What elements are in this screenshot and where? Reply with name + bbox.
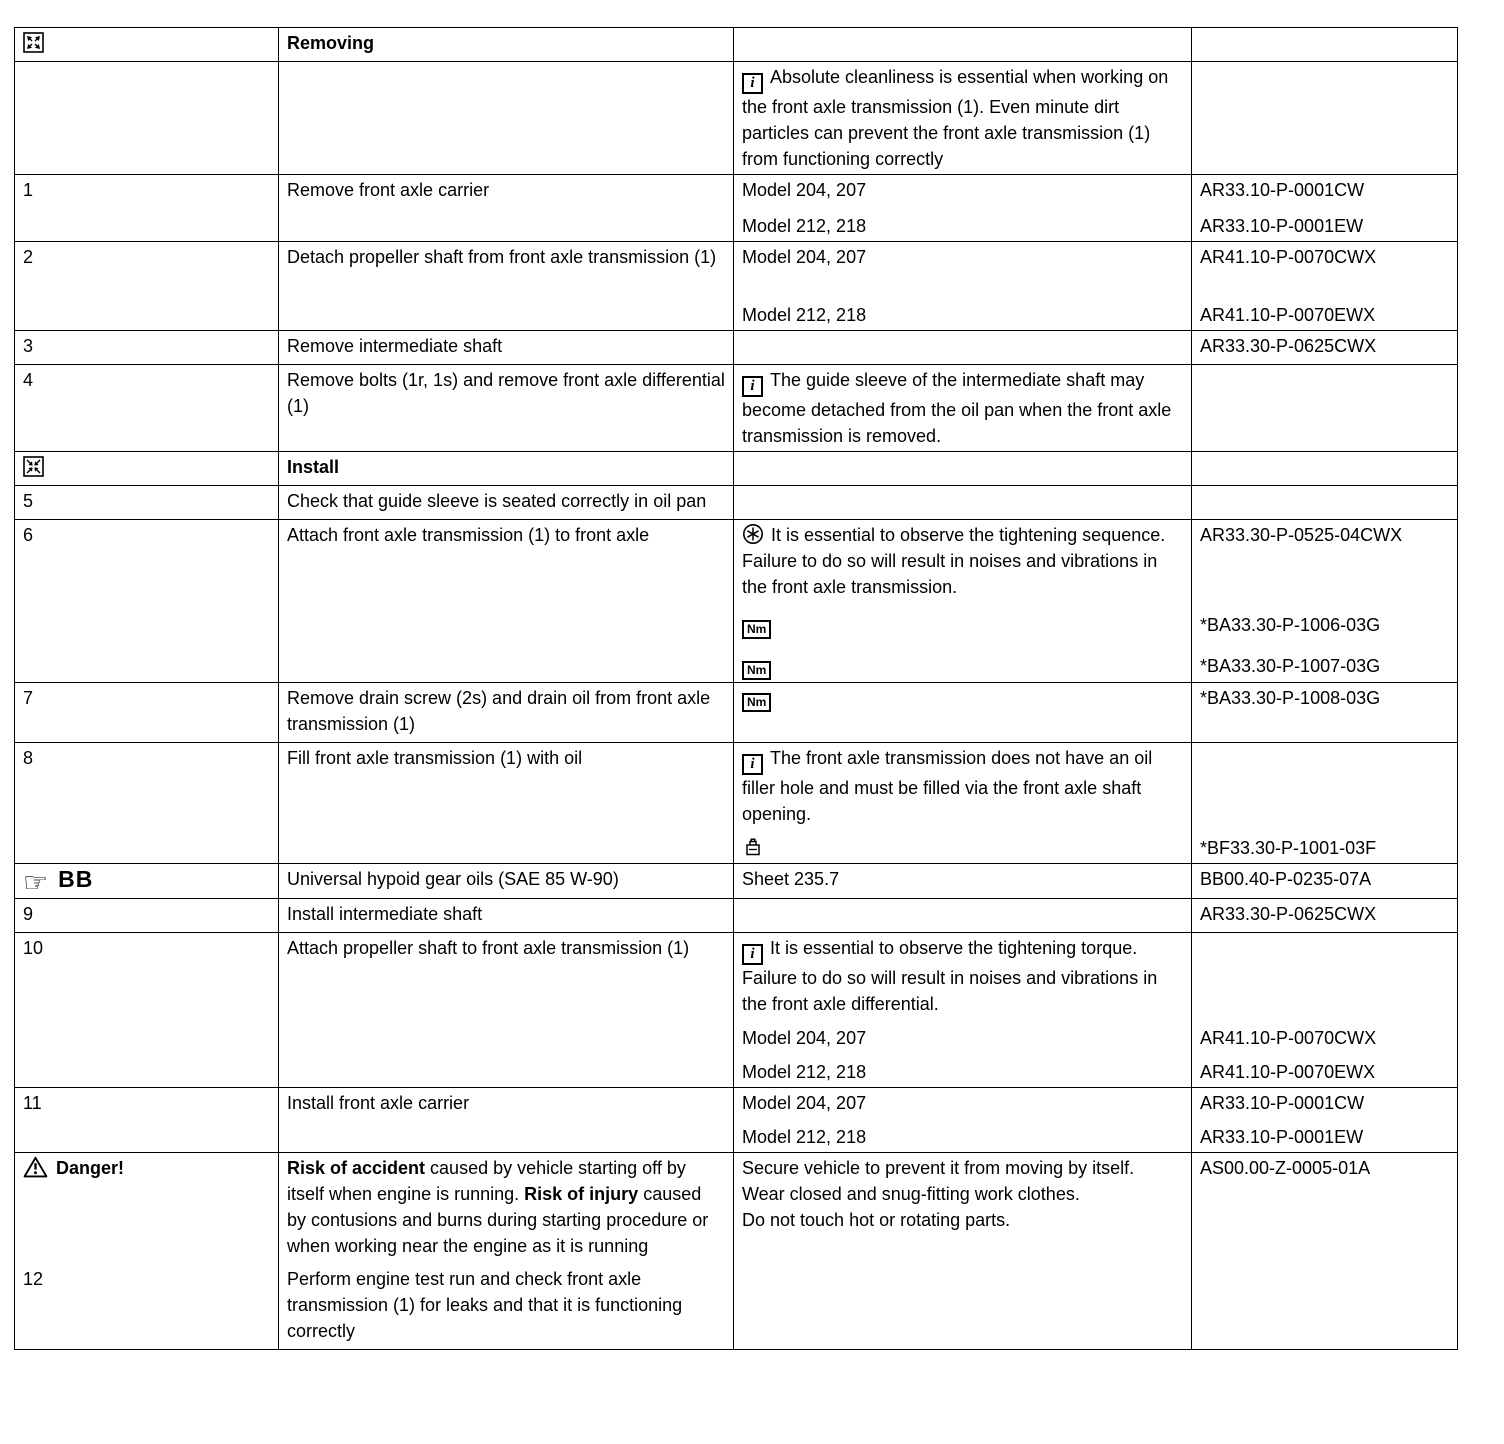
- note-ref-line: [734, 62, 1457, 174]
- cell-text: Remove drain screw (2s) and drain oil from front axle transmission (1): [287, 688, 711, 734]
- text-block: [742, 1059, 1181, 1085]
- notes-and-references: [734, 520, 1457, 682]
- step-cell: [15, 28, 279, 61]
- note-cell: [734, 62, 1191, 174]
- text-block: [287, 935, 725, 961]
- note-cell: [734, 331, 1191, 364]
- step-cell: [15, 743, 279, 863]
- text-block: [23, 488, 270, 514]
- step-cell: [15, 1153, 279, 1264]
- note-ref-line: [734, 743, 1457, 829]
- note-ref-line: [734, 205, 1457, 241]
- cell-text: Install intermediate shaft: [287, 904, 483, 924]
- cell-text: Model 212, 218: [742, 216, 867, 236]
- step-cell: [15, 899, 279, 932]
- cell-text: 8: [23, 748, 34, 768]
- operation-cell: [279, 520, 734, 682]
- cell-text: *BA33.30-P-1006-03G: [1200, 615, 1381, 635]
- step-cell: [15, 452, 279, 485]
- step-cell: [15, 864, 279, 898]
- cell-text: 9: [23, 904, 34, 924]
- document-number-cell: [1191, 62, 1457, 174]
- note-cell: [734, 1088, 1191, 1118]
- note-cell: [734, 520, 1191, 602]
- notes-and-references: [734, 62, 1457, 174]
- document-number-cell: [1191, 899, 1457, 932]
- cell-text: Model 204, 207: [742, 1093, 867, 1113]
- text-block: [1200, 901, 1449, 927]
- text-block: [1200, 333, 1449, 359]
- note-cell: [734, 205, 1191, 241]
- cell-text: The front axle transmission does not have an oil filler hole and must be filled via the front axle shaft opening.: [742, 748, 1153, 824]
- notes-and-references: [734, 1088, 1457, 1152]
- cell-text: Check that guide sleeve is seated correctly in oil pan: [287, 491, 707, 511]
- text-block: [1200, 835, 1449, 861]
- text-block: [23, 866, 270, 899]
- cell-text: Secure vehicle to prevent it from moving by itself.: [742, 1158, 1135, 1178]
- cell-text: Model 204, 207: [742, 180, 867, 200]
- info-icon: i: [742, 944, 763, 965]
- text-block: [742, 302, 1181, 328]
- operation-cell: [279, 1153, 734, 1264]
- text-block: [23, 745, 270, 771]
- text-block: [287, 454, 725, 480]
- note-cell: [734, 1153, 1191, 1264]
- operation-cell: [279, 242, 734, 330]
- step-5: [15, 486, 1457, 520]
- body-text: caused by contusions and burns during starting procedure or when working near the engine as it is running: [287, 1184, 709, 1256]
- text-block: [287, 488, 725, 514]
- note-ref-line: [734, 933, 1457, 1019]
- text-block: [1200, 302, 1449, 328]
- text-block: [742, 745, 1181, 827]
- step-6: [15, 520, 1457, 683]
- cell-text: AR41.10-P-0070EWX: [1200, 305, 1376, 325]
- text-block: [1200, 177, 1449, 203]
- cell-text: AR33.30-P-0525-04CWX: [1200, 525, 1403, 545]
- info-icon: i: [742, 754, 763, 775]
- cell-text: Fill front axle transmission (1) with oil: [287, 748, 583, 768]
- text-block: [287, 745, 725, 771]
- note-ref-line: [734, 272, 1457, 330]
- section-install: [15, 452, 1457, 486]
- icon-block: [742, 835, 1181, 861]
- text-block: [1200, 612, 1449, 638]
- note-ref-line: [734, 864, 1457, 898]
- note-ref-line: [734, 242, 1457, 272]
- document-number-cell: [1191, 452, 1457, 485]
- operation-cell: [279, 683, 734, 742]
- note-ref-line: [734, 1118, 1457, 1152]
- notes-and-references: [734, 365, 1457, 451]
- note-ref-line: [734, 641, 1457, 682]
- emphasis-text: Risk of accident: [287, 1158, 431, 1178]
- pointing-hand-icon: ☞: [23, 866, 49, 899]
- text-block: [1200, 522, 1449, 548]
- cell-text: 1: [23, 180, 34, 200]
- nm-icon: Nm: [742, 693, 771, 712]
- cell-text: 6: [23, 525, 34, 545]
- note-cell: [734, 175, 1191, 205]
- step-cell: [15, 331, 279, 364]
- cell-text: AR33.30-P-0625CWX: [1200, 336, 1377, 356]
- text-block: [287, 367, 725, 419]
- text-block: [287, 1266, 725, 1344]
- notes-and-references: [734, 899, 1457, 932]
- cell-text: Model 204, 207: [742, 247, 867, 267]
- cell-text: AR41.10-P-0070CWX: [1200, 247, 1377, 267]
- row-danger: [15, 1153, 1457, 1264]
- oil-can-icon: [742, 837, 764, 858]
- document-number-cell: [1191, 1019, 1457, 1053]
- note-ref-line: [734, 175, 1457, 205]
- cell-text: Absolute cleanliness is essential when working on the front axle transmission (1). Even minute dirt particles can prevent the front axle transmission (1) from functioning correctly: [742, 67, 1169, 169]
- cell-text: Do not touch hot or rotating parts.: [742, 1210, 1011, 1230]
- text-block: [1200, 866, 1449, 892]
- operation-cell: [279, 365, 734, 451]
- note-cell: [734, 365, 1191, 451]
- cell-text: Sheet 235.7: [742, 869, 840, 889]
- note-ref-line: [734, 1264, 1457, 1349]
- notes-and-references: [734, 242, 1457, 330]
- install-icon: [23, 456, 44, 477]
- note-cell: [734, 641, 1191, 682]
- step-cell: [15, 175, 279, 241]
- text-block: [287, 30, 725, 56]
- note-ref-line: [734, 365, 1457, 451]
- info-icon: i: [742, 73, 763, 94]
- document-number-cell: [1191, 365, 1457, 451]
- note-ref-line: [734, 1019, 1457, 1053]
- text-block: [23, 935, 270, 961]
- step-cell: [15, 683, 279, 742]
- document-number-cell: [1191, 331, 1457, 364]
- cell-text: AR41.10-P-0070EWX: [1200, 1062, 1376, 1082]
- cell-text: AR33.10-P-0001CW: [1200, 180, 1365, 200]
- cell-text: Model 204, 207: [742, 1028, 867, 1048]
- document-number-cell: [1191, 1118, 1457, 1152]
- cell-text: 2: [23, 247, 34, 267]
- note-ref-line: [734, 683, 1457, 742]
- cell-text: Perform engine test run and check front axle transmission (1) for leaks and that it is functioning correctly: [287, 1269, 683, 1341]
- document-number-cell: [1191, 829, 1457, 863]
- step-11: [15, 1088, 1457, 1153]
- note-ref-line: [734, 1153, 1457, 1264]
- step-8: [15, 743, 1457, 864]
- cell-text: Attach front axle transmission (1) to front axle: [287, 525, 650, 545]
- cell-text: 11: [23, 1093, 42, 1113]
- note-cell: [734, 1053, 1191, 1087]
- document-number-cell: [1191, 1153, 1457, 1264]
- cell-text: Removing: [287, 33, 375, 53]
- cell-text: AR33.30-P-0625CWX: [1200, 904, 1377, 924]
- body-text: caused by vehicle starting off by itself when engine is running.: [287, 1158, 686, 1204]
- row-bb-oils: [15, 864, 1457, 899]
- operation-cell: [279, 743, 734, 863]
- text-block: [23, 367, 270, 393]
- cell-text: Install front axle carrier: [287, 1093, 470, 1113]
- icon-block: [23, 30, 270, 56]
- text-block: [287, 1090, 725, 1116]
- operation-cell: [279, 452, 734, 485]
- operation-cell: [279, 899, 734, 932]
- cell-text: AR41.10-P-0070CWX: [1200, 1028, 1377, 1048]
- text-block: [742, 244, 1181, 270]
- note-cleanliness: [15, 62, 1457, 175]
- document-number-cell: [1191, 1088, 1457, 1118]
- document-number-cell: [1191, 683, 1457, 742]
- note-cell: [734, 486, 1191, 519]
- cell-text: *BF33.30-P-1001-03F: [1200, 838, 1377, 858]
- notes-and-references: [734, 1264, 1457, 1349]
- document-number-cell: [1191, 1264, 1457, 1349]
- step-cell: [15, 365, 279, 451]
- text-block: [23, 177, 270, 203]
- cell-text: Attach propeller shaft to front axle transmission (1): [287, 938, 690, 958]
- step-2: [15, 242, 1457, 331]
- document-number-cell: [1191, 175, 1457, 205]
- operation-cell: [279, 933, 734, 1087]
- step-7: [15, 683, 1457, 743]
- text-block: [23, 244, 270, 270]
- note-cell: [734, 864, 1191, 898]
- icon-block: [742, 653, 1181, 680]
- document-number-cell: [1191, 602, 1457, 641]
- cell-text: Model 212, 218: [742, 305, 867, 325]
- cell-text: It is essential to observe the tightening sequence. Failure to do so will result in noises and vibrations in the front axle transmission.: [742, 525, 1166, 597]
- nm-icon: Nm: [742, 661, 771, 680]
- notes-and-references: [734, 933, 1457, 1087]
- document-number-cell: [1191, 486, 1457, 519]
- cell-text: 10: [23, 938, 44, 958]
- step-9: [15, 899, 1457, 933]
- text-block: [287, 244, 725, 270]
- icon-block: [742, 612, 1181, 639]
- note-ref-line: [734, 28, 1457, 61]
- document-number-cell: [1191, 205, 1457, 241]
- document-number-cell: [1191, 864, 1457, 898]
- text-block: [742, 935, 1181, 1017]
- cell-text: AR33.10-P-0001EW: [1200, 1127, 1364, 1147]
- step-12: [15, 1264, 1457, 1349]
- notes-and-references: [734, 743, 1457, 863]
- cell-text: 7: [23, 688, 34, 708]
- text-block: [1200, 1124, 1449, 1150]
- cell-text: It is essential to observe the tightening torque. Failure to do so will result in noises and vibrations in the front axle differential.: [742, 938, 1158, 1014]
- text-block: [742, 177, 1181, 203]
- text-block: [23, 901, 270, 927]
- danger-icon: [23, 1156, 48, 1178]
- text-block: [1200, 244, 1449, 270]
- note-ref-line: [734, 602, 1457, 641]
- note-ref-line: [734, 1053, 1457, 1087]
- text-block: [742, 1124, 1181, 1150]
- cell-text: BB00.40-P-0235-07A: [1200, 869, 1372, 889]
- text-block: [742, 522, 1181, 600]
- step-10: [15, 933, 1457, 1088]
- notes-and-references: [734, 486, 1457, 519]
- procedure-table: [14, 27, 1458, 1350]
- cell-text: 5: [23, 491, 34, 511]
- cell-text: Wear closed and snug-fitting work clothes.: [742, 1184, 1080, 1204]
- note-cell: [734, 899, 1191, 932]
- operation-cell: [279, 864, 734, 898]
- cell-text: Remove bolts (1r, 1s) and remove front axle differential (1): [287, 370, 725, 416]
- text-block: [287, 685, 725, 737]
- text-block: [742, 367, 1181, 449]
- document-number-cell: [1191, 933, 1457, 1019]
- text-block: [287, 522, 725, 548]
- notes-and-references: [734, 1153, 1457, 1264]
- text-block: [23, 1266, 270, 1292]
- note-ref-line: [734, 829, 1457, 863]
- step-cell: [15, 242, 279, 330]
- notes-and-references: [734, 864, 1457, 898]
- step-3: [15, 331, 1457, 365]
- operation-cell: [279, 1264, 734, 1349]
- note-cell: [734, 272, 1191, 330]
- text-block: [1200, 1155, 1449, 1181]
- text-block: [742, 1207, 1181, 1233]
- operation-cell: [279, 331, 734, 364]
- cell-text: The guide sleeve of the intermediate shaft may become detached from the oil pan when the front axle transmission is removed.: [742, 370, 1172, 446]
- step-cell: [15, 933, 279, 1087]
- cell-text: Model 212, 218: [742, 1127, 867, 1147]
- notes-and-references: [734, 28, 1457, 61]
- cell-text: AR33.10-P-0001CW: [1200, 1093, 1365, 1113]
- text-block: [742, 1025, 1181, 1051]
- text-block: [742, 64, 1181, 172]
- cell-text: Remove front axle carrier: [287, 180, 490, 200]
- info-icon: i: [742, 376, 763, 397]
- cell-text: *BA33.30-P-1007-03G: [1200, 656, 1381, 676]
- document-number-cell: [1191, 641, 1457, 682]
- nm-icon: Nm: [742, 620, 771, 639]
- note-cell: [734, 242, 1191, 272]
- step-cell: [15, 62, 279, 174]
- cell-text: *BA33.30-P-1008-03G: [1200, 688, 1381, 708]
- tightening-icon: [742, 523, 764, 545]
- note-cell: [734, 1118, 1191, 1152]
- note-cell: [734, 933, 1191, 1019]
- text-block: [287, 177, 725, 203]
- text-block: [287, 901, 725, 927]
- note-cell: [734, 28, 1191, 61]
- note-cell: [734, 829, 1191, 863]
- document-number-cell: [1191, 242, 1457, 272]
- text-block: [23, 1155, 270, 1181]
- document-number-cell: [1191, 520, 1457, 602]
- text-block: [742, 866, 1181, 892]
- note-ref-line: [734, 331, 1457, 364]
- document-number-cell: [1191, 743, 1457, 829]
- text-block: [1200, 1025, 1449, 1051]
- step-cell: [15, 486, 279, 519]
- text-block: [1200, 653, 1449, 679]
- note-cell: [734, 743, 1191, 829]
- operation-cell: [279, 28, 734, 61]
- text-block: [23, 685, 270, 711]
- step-4: [15, 365, 1457, 452]
- section-removing: [15, 28, 1457, 62]
- text-block: [742, 213, 1181, 239]
- notes-and-references: [734, 175, 1457, 241]
- text-block: [23, 522, 270, 548]
- note-cell: [734, 452, 1191, 485]
- operation-cell: [279, 1088, 734, 1152]
- remove-icon: [23, 32, 44, 53]
- notes-and-references: [734, 331, 1457, 364]
- operation-cell: [279, 175, 734, 241]
- cell-text: Model 212, 218: [742, 1062, 867, 1082]
- note-cell: [734, 1264, 1191, 1349]
- operation-cell: [279, 62, 734, 174]
- operation-cell: [279, 486, 734, 519]
- cell-text: 12: [23, 1269, 44, 1289]
- cell-text: Danger!: [56, 1158, 125, 1178]
- cell-text: Detach propeller shaft from front axle transmission (1): [287, 247, 717, 267]
- document-number-cell: [1191, 28, 1457, 61]
- text-block: [742, 1181, 1181, 1207]
- cell-text: 4: [23, 370, 34, 390]
- text-block: [1200, 1059, 1449, 1085]
- document-number-cell: [1191, 272, 1457, 330]
- note-ref-line: [734, 520, 1457, 602]
- text-block: [23, 1090, 270, 1116]
- text-block: [742, 1155, 1181, 1181]
- cell-text: Install: [287, 457, 340, 477]
- step-cell: [15, 1264, 279, 1349]
- note-cell: [734, 683, 1191, 742]
- cell-text: 3: [23, 336, 34, 356]
- note-ref-line: [734, 899, 1457, 932]
- step-cell: [15, 1088, 279, 1152]
- text-block: [1200, 685, 1449, 711]
- cell-text: AR33.10-P-0001EW: [1200, 216, 1364, 236]
- emphasis-text: Risk of injury: [524, 1184, 639, 1204]
- cell-text: Remove intermediate shaft: [287, 336, 503, 356]
- text-block: [287, 333, 725, 359]
- text-block: [1200, 1090, 1449, 1116]
- text-block: [1200, 213, 1449, 239]
- cell-text: AS00.00-Z-0005-01A: [1200, 1158, 1371, 1178]
- icon-block: [742, 685, 1181, 712]
- document-number-cell: [1191, 1053, 1457, 1087]
- note-cell: [734, 602, 1191, 641]
- step-1: [15, 175, 1457, 242]
- notes-and-references: [734, 452, 1457, 485]
- text-block: [23, 333, 270, 359]
- note-cell: [734, 1019, 1191, 1053]
- text-block: [287, 1155, 725, 1259]
- cell-text: BB: [58, 866, 94, 892]
- notes-and-references: [734, 683, 1457, 742]
- icon-block: [23, 454, 270, 480]
- step-cell: [15, 520, 279, 682]
- note-ref-line: [734, 452, 1457, 485]
- note-ref-line: [734, 1088, 1457, 1118]
- text-block: [742, 1090, 1181, 1116]
- note-ref-line: [734, 486, 1457, 519]
- text-block: [287, 866, 725, 892]
- cell-text: Universal hypoid gear oils (SAE 85 W-90): [287, 869, 619, 889]
